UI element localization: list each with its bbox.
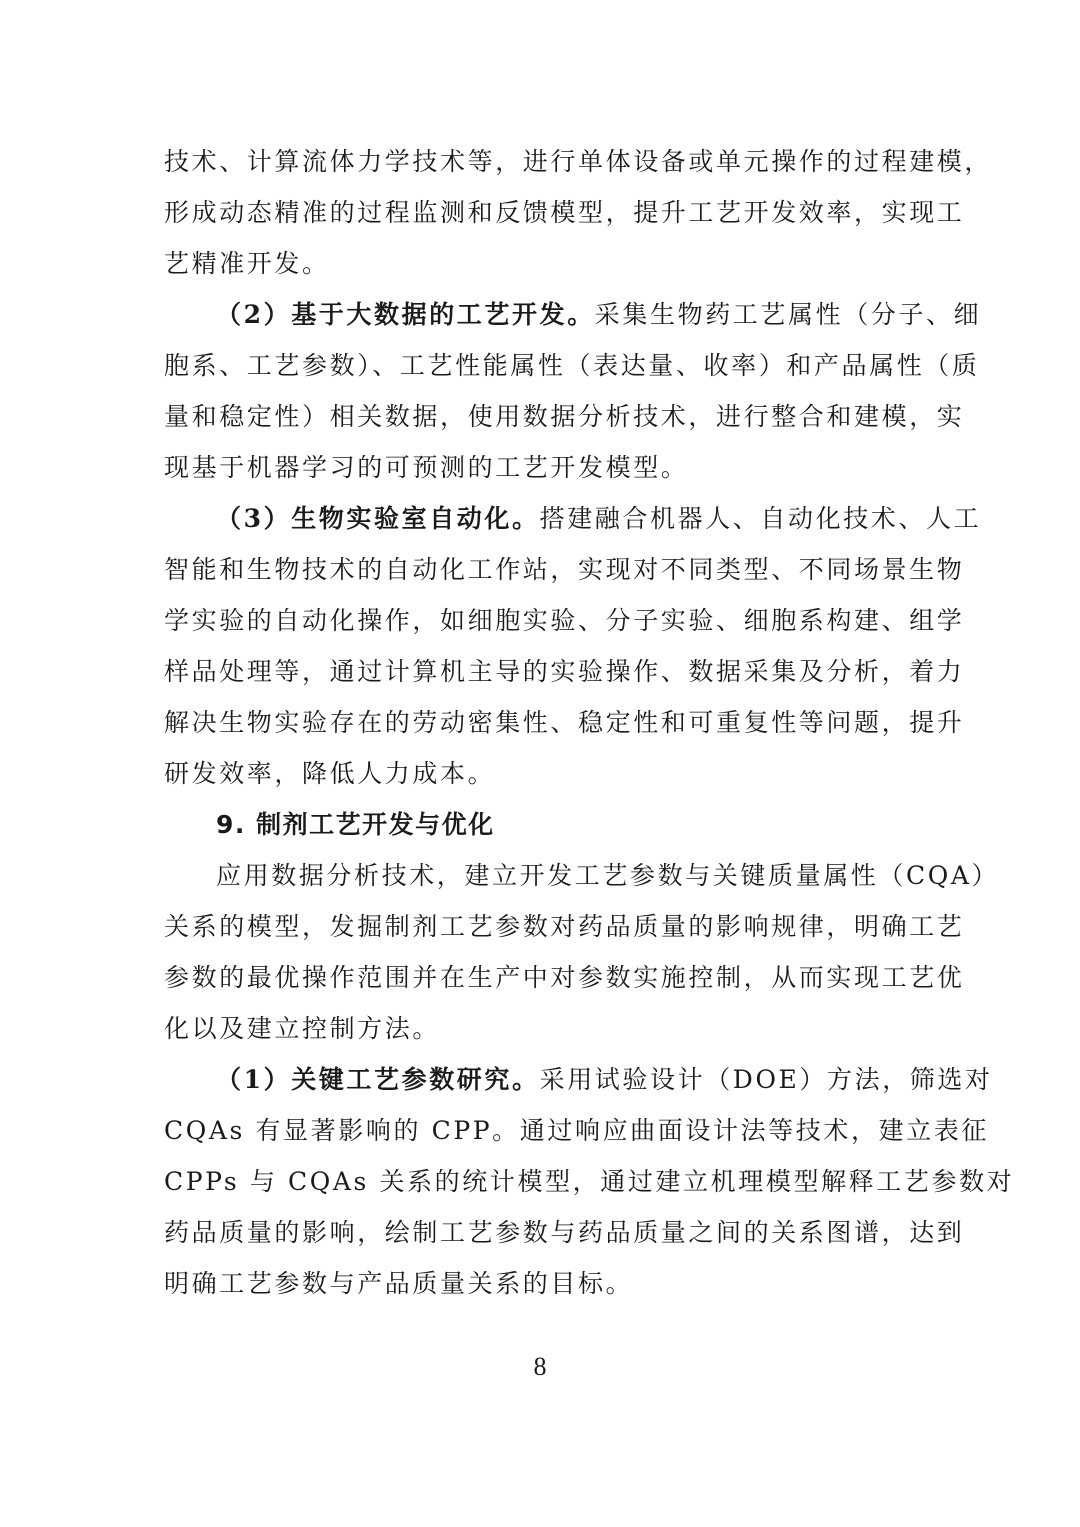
paragraph-line: 胞系、工艺参数）、工艺性能属性（表达量、收率）和产品属性（质: [164, 351, 980, 380]
page-number: 8: [533, 1352, 547, 1381]
paragraph-line: CPPs 与 CQAs 关系的统计模型，通过建立机理模型解释工艺参数对: [164, 1167, 1015, 1196]
paragraph-lead: （1）关键工艺参数研究。: [216, 1065, 540, 1094]
section-heading: 9. 制剂工艺开发与优化: [216, 810, 495, 839]
paragraph-line: 参数的最优操作范围并在生产中对参数实施控制，从而实现工艺优: [164, 963, 965, 992]
paragraph-first-line: [164, 289, 982, 340]
paragraph-line: 量和稳定性）相关数据，使用数据分析技术，进行整合和建模，实: [164, 402, 965, 431]
paragraph-text: 采集生物药工艺属性（分子、细: [594, 300, 982, 329]
paragraph-line: CQAs 有显著影响的 CPP。通过响应曲面设计法等技术，建立表征: [164, 1116, 989, 1145]
paragraph-lead: （3）生物实验室自动化。: [216, 504, 540, 533]
paragraph-line: 样品处理等，通过计算机主导的实验操作、数据采集及分析，着力: [164, 657, 965, 686]
paragraph-line: 化以及建立控制方法。: [164, 1014, 441, 1043]
paragraph-line: 药品质量的影响，绘制工艺参数与药品质量之间的关系图谱，达到: [164, 1218, 965, 1247]
paragraph-lead: （2）基于大数据的工艺开发。: [216, 300, 595, 329]
paragraph-line: 智能和生物技术的自动化工作站，实现对不同类型、不同场景生物: [164, 555, 965, 584]
paragraph-text: 采用试验设计（DOE）方法，筛选对: [539, 1065, 993, 1094]
paragraph-first-line: [164, 1054, 993, 1105]
body-text: [164, 136, 1015, 1309]
paragraph-line: 形成动态精准的过程监测和反馈模型，提升工艺开发效率，实现工: [164, 198, 965, 227]
paragraph-line: 艺精准开发。: [164, 249, 330, 278]
paragraph-first-line: [164, 493, 982, 544]
paragraph-line: 现基于机器学习的可预测的工艺开发模型。: [164, 453, 689, 482]
paragraph-text: 搭建融合机器人、自动化技术、人工: [539, 504, 982, 533]
paragraph-line: 研发效率，降低人力成本。: [164, 759, 496, 788]
paragraph-line: 学实验的自动化操作，如细胞实验、分子实验、细胞系构建、组学: [164, 606, 965, 635]
paragraph-line: 技术、计算流体力学技术等，进行单体设备或单元操作的过程建模，: [164, 147, 993, 176]
paragraph-line: 应用数据分析技术，建立开发工艺参数与关键质量属性（CQA）: [216, 861, 1000, 890]
paragraph-line: 明确工艺参数与产品质量关系的目标。: [164, 1269, 634, 1298]
paragraph-line: 关系的模型，发掘制剂工艺参数对药品质量的影响规律，明确工艺: [164, 912, 965, 941]
paragraph-line: 解决生物实验存在的劳动密集性、稳定性和可重复性等问题，提升: [164, 708, 965, 737]
